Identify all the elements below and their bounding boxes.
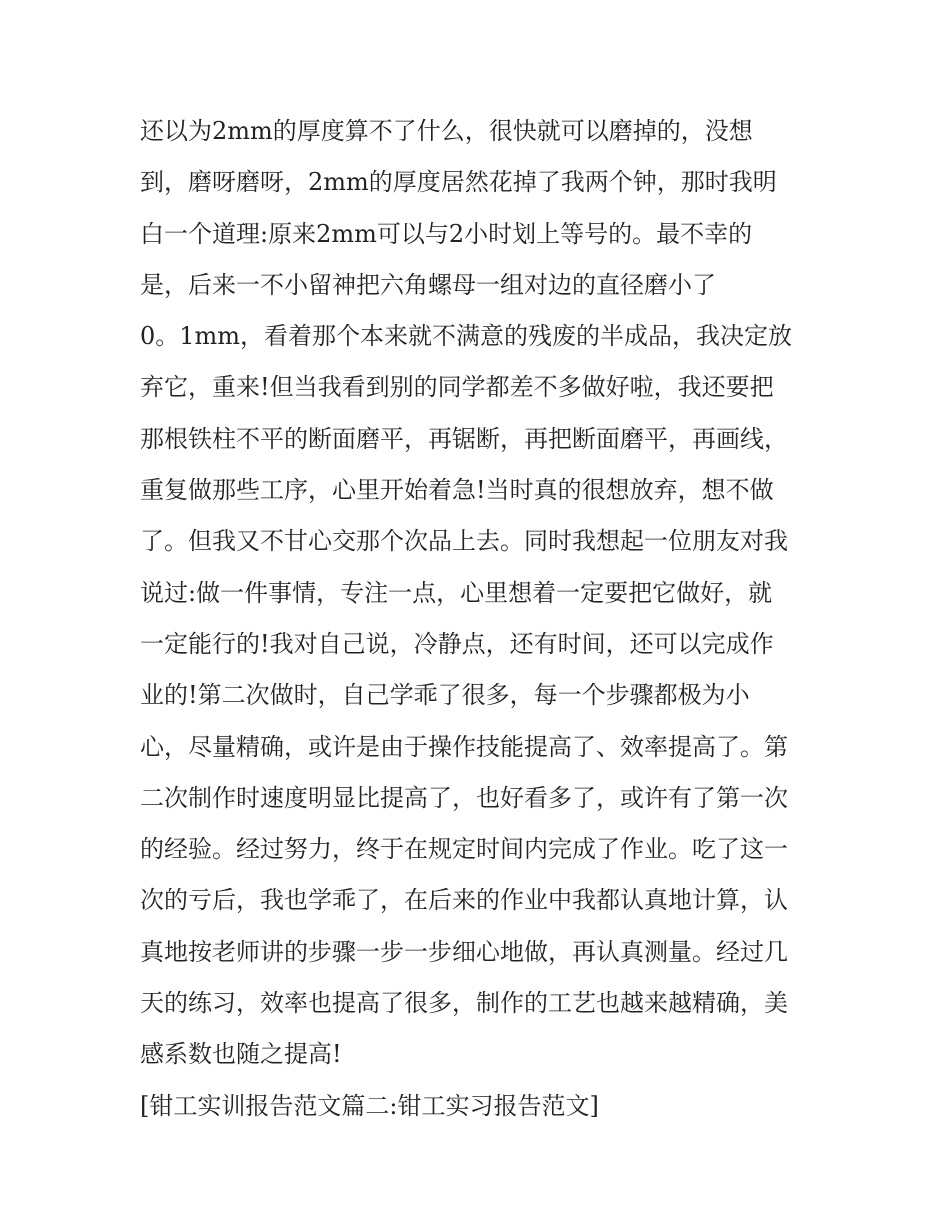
text-line: 说过:做一件事情，专注一点，心里想着一定要把它做好，就 bbox=[140, 578, 773, 607]
body-text bbox=[140, 106, 820, 1132]
text-line: 的经验。经过努力，终于在规定时间内完成了作业。吃了这一 bbox=[140, 835, 788, 864]
text-line: 业的!第二次做时，自己学乖了很多，每一个步骤都极为小 bbox=[140, 681, 750, 710]
text-line: 到，磨呀磨呀，2mm的厚度居然花掉了我两个钟，那时我明 bbox=[140, 168, 777, 197]
text-line: 重复做那些工序，心里开始着急!当时真的很想放弃，想不做 bbox=[140, 476, 774, 505]
text-line: 二次制作时速度明显比提高了，也好看多了，或许有了第一次 bbox=[140, 783, 788, 812]
text-line: 还以为2mm的厚度算不了什么，很快就可以磨掉的，没想 bbox=[140, 117, 753, 145]
text-line: 心，尽量精确，或许是由于操作技能提高了、效率提高了。第 bbox=[140, 732, 788, 761]
text-line: 那根铁柱不平的断面磨平，再锯断，再把断面磨平，再画线， bbox=[140, 424, 788, 453]
text-line: 感系数也随之提高! bbox=[140, 1040, 342, 1069]
text-line: 是，后来一不小留神把六角螺母一组对边的直径磨小了 bbox=[140, 270, 716, 299]
text-line: 白一个道理:原来2mm可以与2小时划上等号的。最不幸的 bbox=[140, 219, 753, 248]
text-line: 次的亏后，我也学乖了，在后来的作业中我都认真地计算，认 bbox=[140, 886, 788, 915]
text-line: 0。1mm，看着那个本来就不满意的残废的半成品，我决定放 bbox=[140, 322, 793, 351]
text-line: 了。但我又不甘心交那个次品上去。同时我想起一位朋友对我 bbox=[140, 527, 788, 556]
text-line: 一定能行的!我对自己说，冷静点，还有时间，还可以完成作 bbox=[140, 629, 774, 658]
text-line: 真地按老师讲的步骤一步一步细心地做，再认真测量。经过几 bbox=[140, 937, 788, 966]
section-heading: [钳工实训报告范文篇二:钳工实习报告范文] bbox=[140, 1091, 599, 1120]
text-line: 弃它，重来!但当我看到别的同学都差不多做好啦，我还要把 bbox=[140, 373, 774, 402]
text-line: 天的练习，效率也提高了很多，制作的工艺也越来越精确，美 bbox=[140, 989, 788, 1018]
